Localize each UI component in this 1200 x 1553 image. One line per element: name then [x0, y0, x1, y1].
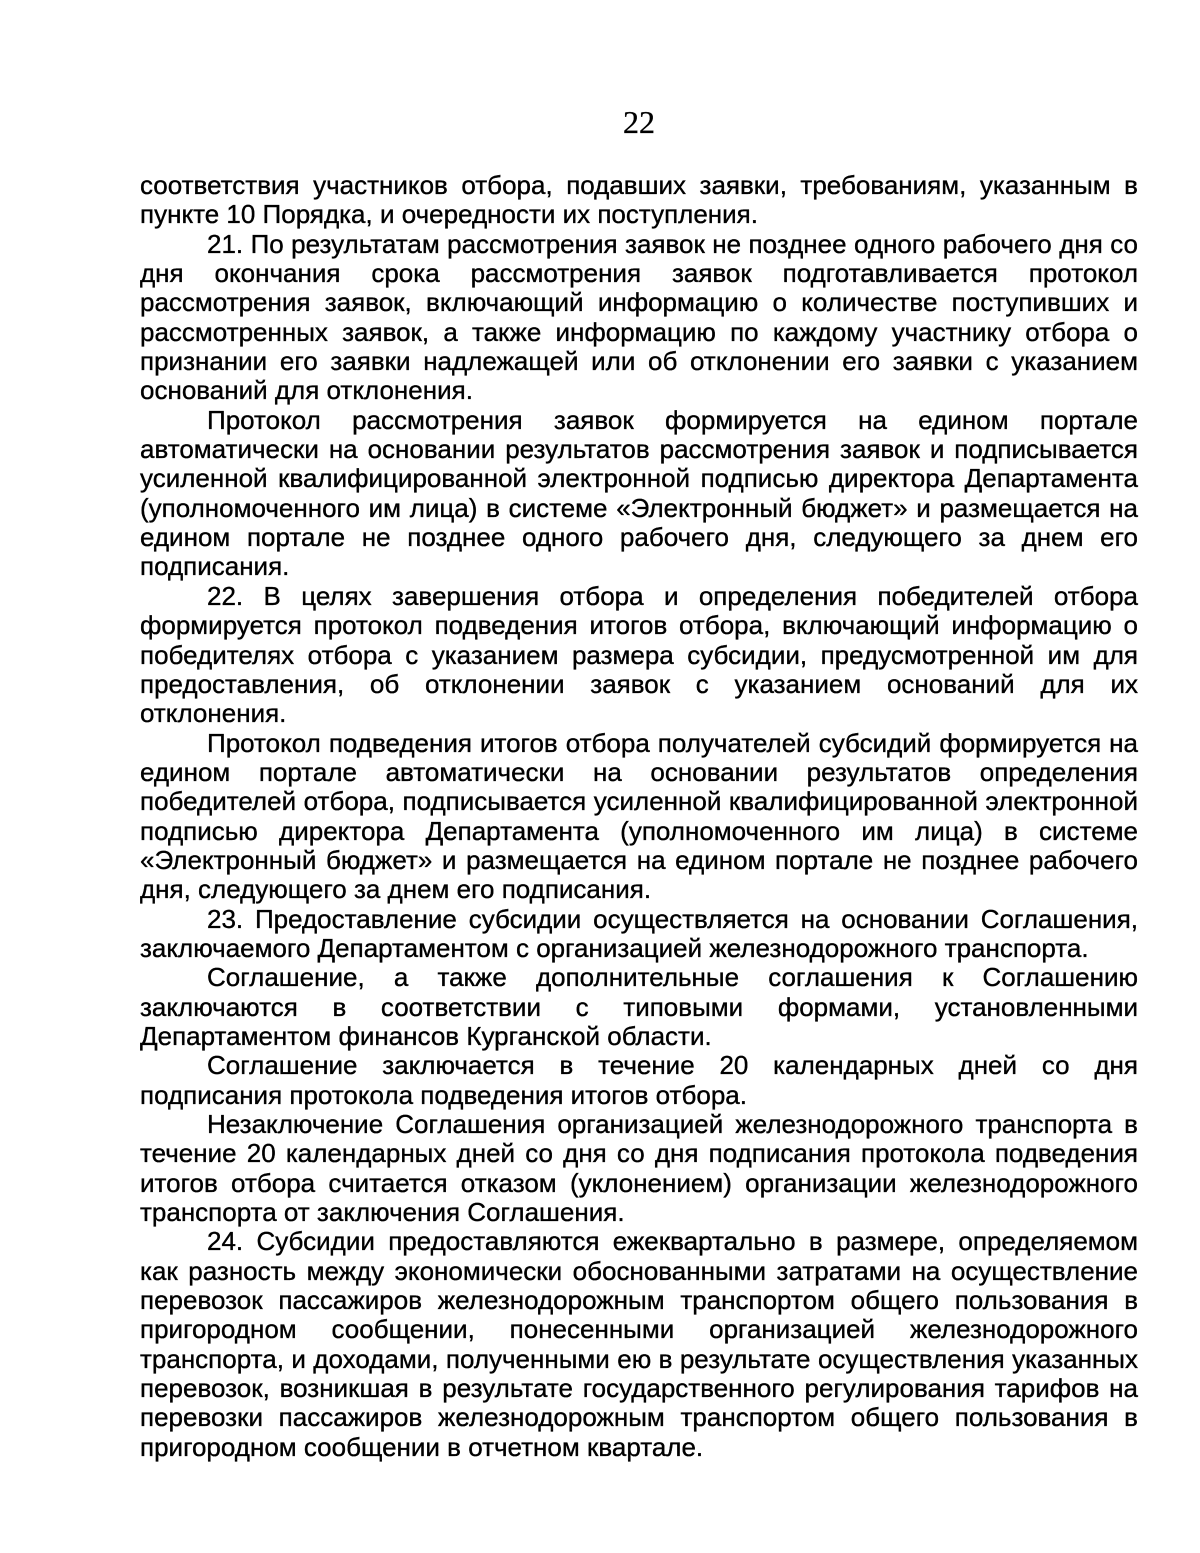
paragraph: Соглашение заключается в течение 20 календарных дней со дня подписания протокола подведения итогов отбора. — [140, 1050, 1138, 1110]
paragraph: Незаключение Соглашения организацией железнодорожного транспорта в течение 20 календарных дней со дня со дня подписания протокола подведения итогов отбора считается отказом (уклонением) организации железнодорожного транспорта от заключения Соглашения. — [140, 1109, 1138, 1228]
page-number: 22 — [623, 104, 655, 140]
paragraph: соответствия участников отбора, подавших заявки, требованиям, указанным в пункте 10 Порядка, и очередности их поступления. — [140, 170, 1138, 230]
paragraph: Соглашение, а также дополнительные соглашения к Соглашению заключаются в соответствии с типовыми формами, установленными Департаментом финансов Курганской области. — [140, 962, 1138, 1051]
paragraph: 24. Субсидии предоставляются ежеквартально в размере, определяемом как разность между экономически обоснованными затратами на осуществление перевозок пассажиров железнодорожным транспортом общего пользования в пригородном сообщении, понесенными организацией железнодорожного транспорта, и доходами, полученными ею в результате осуществления указанных перевозок, возникшая в результате государственного регулирования тарифов на перевозки пассажиров железнодорожным транспортом общего пользования в пригородном сообщении в отчетном квартале. — [140, 1226, 1138, 1462]
paragraph: 22. В целях завершения отбора и определения победителей отбора формируется протокол подведения итогов отбора, включающий информацию о победителях отбора с указанием размера субсидии, предусмотренной им для предоставления, об отклонении заявок с указанием оснований для их отклонения. — [140, 580, 1138, 729]
paragraph: Протокол подведения итогов отбора получателей субсидий формируется на едином портале автоматически на основании результатов определения победителей отбора, подписывается усиленной квалифицированной электронной подписью директора Департамента (уполномоченного им лица) в системе «Электронный бюджет» и размещается на едином портале не позднее рабочего дня, следующего за днем его подписания. — [140, 727, 1138, 905]
paragraph: 21. По результатам рассмотрения заявок не позднее одного рабочего дня со дня окончания срока рассмотрения заявок подготавливается протокол рассмотрения заявок, включающий информацию о количестве поступивших и рассмотренных заявок, а также информацию по каждому участнику отбора о признании его заявки надлежащей или об отклонении его заявки с указанием оснований для отклонения. — [140, 228, 1138, 406]
paragraph: Протокол рассмотрения заявок формируется на едином портале автоматически на основании результатов рассмотрения заявок и подписывается усиленной квалифицированной электронной подписью директора Департамента (уполномоченного им лица) в системе «Электронный бюджет» и размещается на едином портале не позднее одного рабочего дня, следующего за днем его подписания. — [140, 404, 1138, 582]
document-body — [140, 171, 1138, 1462]
paragraph: 23. Предоставление субсидии осуществляется на основании Соглашения, заключаемого Департаментом с организацией железнодорожного транспорта. — [140, 903, 1138, 963]
